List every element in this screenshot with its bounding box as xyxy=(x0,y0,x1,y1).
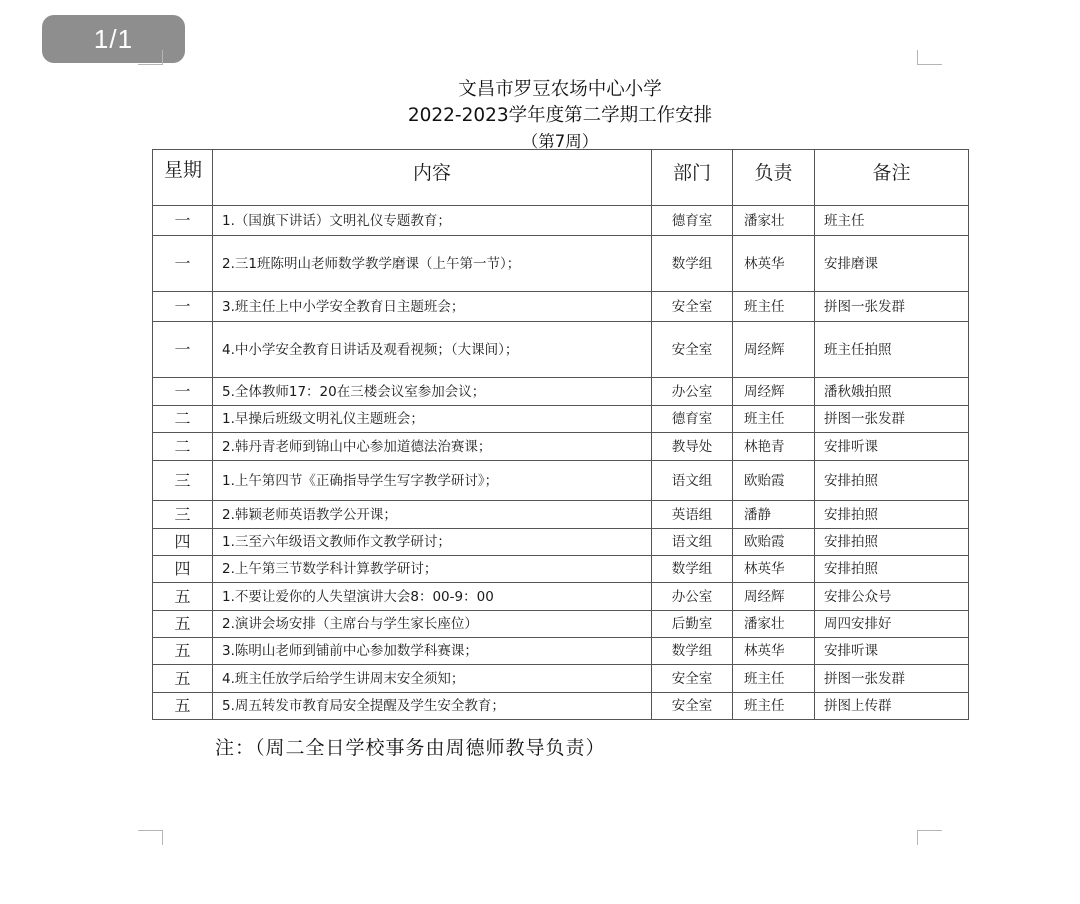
table-row xyxy=(153,638,969,665)
row-dept: 语文组 xyxy=(652,461,733,501)
table-row xyxy=(153,529,969,556)
row-day: 三 xyxy=(153,501,213,529)
header-content: 内容 xyxy=(213,150,652,206)
table-row xyxy=(153,236,969,292)
row-day: 五 xyxy=(153,611,213,638)
table-row xyxy=(153,461,969,501)
document-title-week: （第7周） xyxy=(521,132,599,151)
row-dept: 安全室 xyxy=(652,665,733,693)
row-note: 拼图上传群 xyxy=(815,693,969,720)
row-content: 4.中小学安全教育日讲话及观看视频；（大课间）； xyxy=(213,322,652,378)
row-person: 周经辉 xyxy=(733,378,815,406)
table-row xyxy=(153,206,969,236)
row-day: 五 xyxy=(153,665,213,693)
row-content: 1.早操后班级文明礼仪主题班会； xyxy=(213,406,652,433)
row-note: 周四安排好 xyxy=(815,611,969,638)
row-dept: 安全室 xyxy=(652,322,733,378)
row-content: 3.陈明山老师到铺前中心参加数学科赛课； xyxy=(213,638,652,665)
table-row xyxy=(153,322,969,378)
row-note: 拼图一张发群 xyxy=(815,665,969,693)
row-dept: 数学组 xyxy=(652,556,733,583)
crop-mark-bottom-right xyxy=(917,830,942,845)
row-dept: 英语组 xyxy=(652,501,733,529)
table-row xyxy=(153,501,969,529)
header-dept: 部门 xyxy=(652,150,733,206)
row-day: 四 xyxy=(153,529,213,556)
row-content: 1.不要让爱你的人失望演讲大会8：00-9：00 xyxy=(213,583,652,611)
crop-mark-top-left xyxy=(138,50,163,65)
row-person: 欧贻霞 xyxy=(733,529,815,556)
row-dept: 语文组 xyxy=(652,529,733,556)
row-dept: 安全室 xyxy=(652,292,733,322)
row-day: 一 xyxy=(153,378,213,406)
row-person: 周经辉 xyxy=(733,322,815,378)
table-row xyxy=(153,406,969,433)
table-row xyxy=(153,433,969,461)
row-note: 班主任 xyxy=(815,206,969,236)
row-dept: 办公室 xyxy=(652,583,733,611)
row-person: 潘家壮 xyxy=(733,611,815,638)
row-note: 安排听课 xyxy=(815,433,969,461)
row-note: 拼图一张发群 xyxy=(815,292,969,322)
row-dept: 数学组 xyxy=(652,236,733,292)
row-day: 五 xyxy=(153,583,213,611)
footnote: 注：（周二全日学校事务由周德师教导负责） xyxy=(215,737,606,759)
row-note: 安排磨课 xyxy=(815,236,969,292)
row-day: 五 xyxy=(153,693,213,720)
row-content: 1.（国旗下讲话）文明礼仪专题教育； xyxy=(213,206,652,236)
row-person: 班主任 xyxy=(733,693,815,720)
row-note: 班主任拍照 xyxy=(815,322,969,378)
row-day: 一 xyxy=(153,236,213,292)
row-content: 4.班主任放学后给学生讲周末安全须知； xyxy=(213,665,652,693)
row-dept: 德育室 xyxy=(652,206,733,236)
row-person: 周经辉 xyxy=(733,583,815,611)
row-person: 林艳青 xyxy=(733,433,815,461)
row-day: 一 xyxy=(153,322,213,378)
row-day: 四 xyxy=(153,556,213,583)
row-note: 安排拍照 xyxy=(815,529,969,556)
header-day: 星期 xyxy=(153,150,213,206)
page-indicator: 1/1 xyxy=(42,15,185,63)
row-dept: 德育室 xyxy=(652,406,733,433)
row-note: 安排听课 xyxy=(815,638,969,665)
header-person: 负责 xyxy=(733,150,815,206)
row-dept: 教导处 xyxy=(652,433,733,461)
row-person: 班主任 xyxy=(733,665,815,693)
row-content: 1.上午第四节《正确指导学生写字教学研讨》； xyxy=(213,461,652,501)
row-content: 5.全体教师17：20在三楼会议室参加会议； xyxy=(213,378,652,406)
row-note: 安排拍照 xyxy=(815,501,969,529)
row-content: 3.班主任上中小学安全教育日主题班会； xyxy=(213,292,652,322)
row-note: 安排拍照 xyxy=(815,461,969,501)
row-person: 班主任 xyxy=(733,292,815,322)
row-person: 欧贻霞 xyxy=(733,461,815,501)
row-note: 潘秋娥拍照 xyxy=(815,378,969,406)
row-person: 林英华 xyxy=(733,556,815,583)
row-person: 潘家壮 xyxy=(733,206,815,236)
document-title-term: 2022-2023学年度第二学期工作安排 xyxy=(407,105,713,126)
row-day: 一 xyxy=(153,206,213,236)
row-day: 二 xyxy=(153,433,213,461)
table-row xyxy=(153,693,969,720)
row-day: 一 xyxy=(153,292,213,322)
row-person: 林英华 xyxy=(733,236,815,292)
crop-mark-top-right xyxy=(917,50,942,65)
row-person: 潘静 xyxy=(733,501,815,529)
row-content: 5.周五转发市教育局安全提醒及学生安全教育； xyxy=(213,693,652,720)
row-content: 2.韩颖老师英语教学公开课； xyxy=(213,501,652,529)
table-row xyxy=(153,611,969,638)
row-dept: 数学组 xyxy=(652,638,733,665)
row-day: 二 xyxy=(153,406,213,433)
table-row xyxy=(153,556,969,583)
table-row xyxy=(153,583,969,611)
table-row xyxy=(153,292,969,322)
row-dept: 办公室 xyxy=(652,378,733,406)
row-note: 安排公众号 xyxy=(815,583,969,611)
header-note: 备注 xyxy=(815,150,969,206)
table-row xyxy=(153,665,969,693)
row-note: 安排拍照 xyxy=(815,556,969,583)
schedule-table xyxy=(152,149,969,720)
row-dept: 安全室 xyxy=(652,693,733,720)
row-content: 2.韩丹青老师到锦山中心参加道德法治赛课； xyxy=(213,433,652,461)
row-day: 五 xyxy=(153,638,213,665)
row-dept: 后勤室 xyxy=(652,611,733,638)
table-header-row xyxy=(153,150,969,206)
row-content: 2.三1班陈明山老师数学教学磨课（上午第一节）； xyxy=(213,236,652,292)
table-row xyxy=(153,378,969,406)
crop-mark-bottom-left xyxy=(138,830,163,845)
row-content: 2.演讲会场安排（主席台与学生家长座位） xyxy=(213,611,652,638)
row-content: 1.三至六年级语文教师作文教学研讨； xyxy=(213,529,652,556)
row-person: 林英华 xyxy=(733,638,815,665)
row-note: 拼图一张发群 xyxy=(815,406,969,433)
document-title-school: 文昌市罗豆农场中心小学 xyxy=(458,79,662,100)
row-content: 2.上午第三节数学科计算教学研讨； xyxy=(213,556,652,583)
row-person: 班主任 xyxy=(733,406,815,433)
row-day: 三 xyxy=(153,461,213,501)
